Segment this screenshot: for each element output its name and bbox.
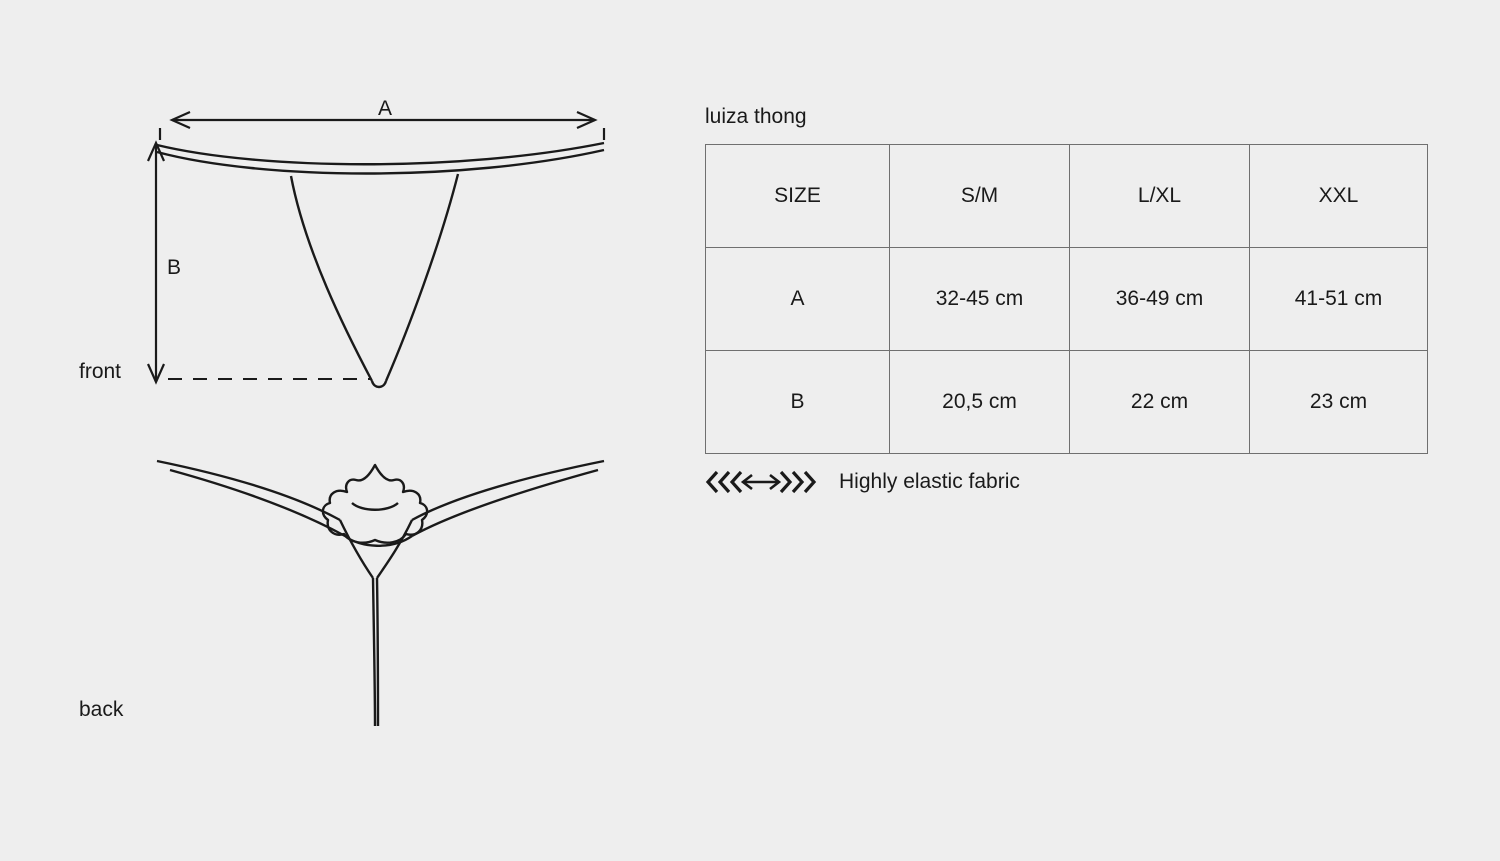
table-cell: 20,5 cm xyxy=(890,351,1070,454)
size-table xyxy=(705,144,1428,454)
size-info-panel xyxy=(700,0,1500,861)
table-header-row xyxy=(706,145,1428,248)
table-row xyxy=(706,248,1428,351)
table-cell: 32-45 cm xyxy=(890,248,1070,351)
garment-diagram-panel xyxy=(0,0,690,861)
table-cell: A xyxy=(706,248,890,351)
dimension-label-a: A xyxy=(378,97,393,120)
elastic-stretch-icon xyxy=(705,468,817,496)
fabric-note xyxy=(705,468,1020,496)
garment-diagram-svg xyxy=(0,0,690,861)
product-title: luiza thong xyxy=(705,105,807,128)
thong-back-outline-icon xyxy=(157,461,604,726)
dimension-label-b: B xyxy=(167,256,182,279)
table-header-cell: L/XL xyxy=(1070,145,1250,248)
thong-front-outline-icon xyxy=(157,143,604,387)
table-row xyxy=(706,351,1428,454)
table-cell: 23 cm xyxy=(1250,351,1428,454)
table-cell: B xyxy=(706,351,890,454)
table-cell: 22 cm xyxy=(1070,351,1250,454)
table-header-cell: XXL xyxy=(1250,145,1428,248)
table-header-cell: SIZE xyxy=(706,145,890,248)
table-cell: 41-51 cm xyxy=(1250,248,1428,351)
double-arrow-vertical-icon xyxy=(148,143,164,382)
view-label-front: front xyxy=(79,360,122,383)
view-label-back: back xyxy=(79,698,124,721)
fabric-note-text: Highly elastic fabric xyxy=(839,470,1020,493)
table-header-cell: S/M xyxy=(890,145,1070,248)
table-cell: 36-49 cm xyxy=(1070,248,1250,351)
